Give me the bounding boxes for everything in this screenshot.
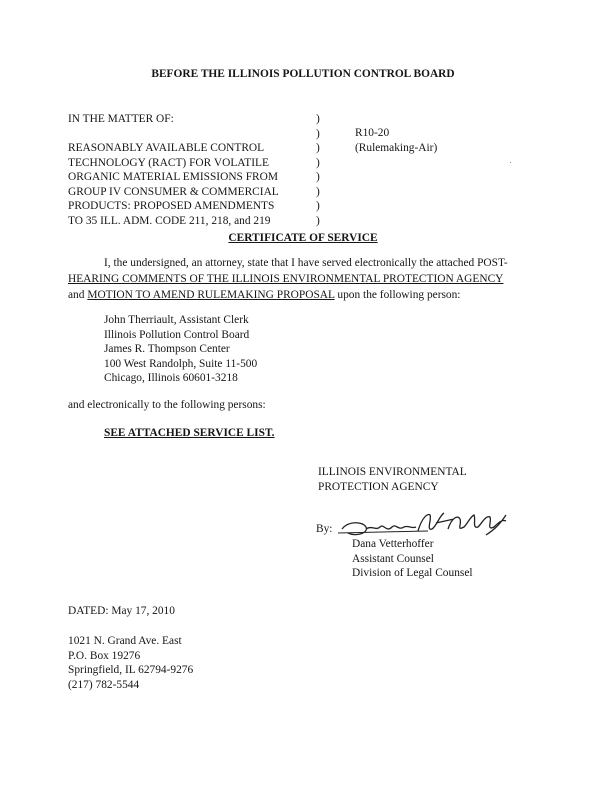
caption-line: REASONABLY AVAILABLE CONTROL	[68, 142, 265, 154]
docket-number: R10-20	[355, 127, 390, 139]
paren: )	[316, 156, 320, 169]
docket-type: (Rulemaking-Air)	[355, 141, 438, 154]
signature-block	[316, 515, 516, 585]
case-caption	[68, 112, 279, 228]
caption-parentheses	[316, 112, 320, 228]
service-list-note: SEE ATTACHED SERVICE LIST.	[104, 427, 275, 439]
certificate-title: CERTIFICATE OF SERVICE	[228, 232, 378, 244]
electronic-note: and electronically to the following persons:	[68, 399, 266, 411]
address-line: James R. Thompson Center	[104, 343, 230, 355]
paren: )	[316, 214, 320, 227]
caption-line: TO 35 ILL. ADM. CODE 211, 218, and 219	[68, 214, 271, 227]
board-heading: BEFORE THE ILLINOIS POLLUTION CONTROL BOARD	[151, 68, 455, 80]
signer-division: Division of Legal Counsel	[352, 567, 473, 579]
recipient-address	[104, 313, 257, 386]
address-line: 100 West Randolph, Suite 11-500	[104, 357, 258, 370]
para-and: and	[68, 289, 85, 301]
paren: )	[316, 142, 320, 154]
paren: )	[316, 171, 320, 183]
paren: )	[316, 185, 320, 198]
contact-address	[68, 634, 193, 692]
contact-line: 1021 N. Grand Ave. East	[68, 635, 182, 647]
agency-name	[318, 465, 467, 494]
signer-name: Dana Vetterhoffer	[352, 538, 434, 550]
by-label: By:	[316, 523, 333, 535]
contact-line: (217) 782-5544	[68, 678, 140, 691]
agency-line: PROTECTION AGENCY	[318, 480, 439, 493]
signer-title: Assistant Counsel	[352, 552, 434, 565]
address-line: Chicago, Illinois 60601-3218	[104, 372, 238, 384]
caption-line: PRODUCTS: PROPOSED AMENDMENTS	[68, 200, 275, 212]
caption-line: ORGANIC MATERIAL EMISSIONS FROM	[68, 171, 279, 183]
para-rest: upon the following person:	[337, 289, 461, 301]
docket-info	[355, 126, 437, 155]
agency-line: ILLINOIS ENVIRONMENTAL	[318, 466, 467, 478]
contact-line: P.O. Box 19276	[68, 649, 141, 662]
caption-line: IN THE MATTER OF:	[68, 113, 174, 125]
address-line: John Therriault, Assistant Clerk	[104, 314, 249, 326]
paren: )	[316, 200, 320, 212]
motion-title: MOTION TO AMEND RULEMAKING PROPOSAL	[87, 289, 335, 301]
service-paragraph	[68, 255, 538, 303]
caption-line: GROUP IV CONSUMER & COMMERCIAL	[68, 185, 279, 198]
caption-line: TECHNOLOGY (RACT) FOR VOLATILE	[68, 156, 269, 169]
caption-line	[68, 127, 279, 142]
paren: )	[316, 127, 320, 140]
contact-line: Springfield, IL 62794-9276	[68, 664, 194, 676]
para-line-comments: HEARING COMMENTS OF THE ILLINOIS ENVIRONMENTAL PROTECTION AGENCY	[68, 273, 504, 285]
signer-info	[352, 537, 473, 581]
address-line: Illinois Pollution Control Board	[104, 328, 250, 341]
scan-speck	[510, 162, 511, 163]
para-line: I, the undersigned, an attorney, state that I have served electronically the attached POST-	[104, 257, 508, 269]
date-line: DATED: May 17, 2010	[68, 605, 175, 617]
paren: )	[316, 113, 320, 125]
para-line	[68, 287, 538, 303]
